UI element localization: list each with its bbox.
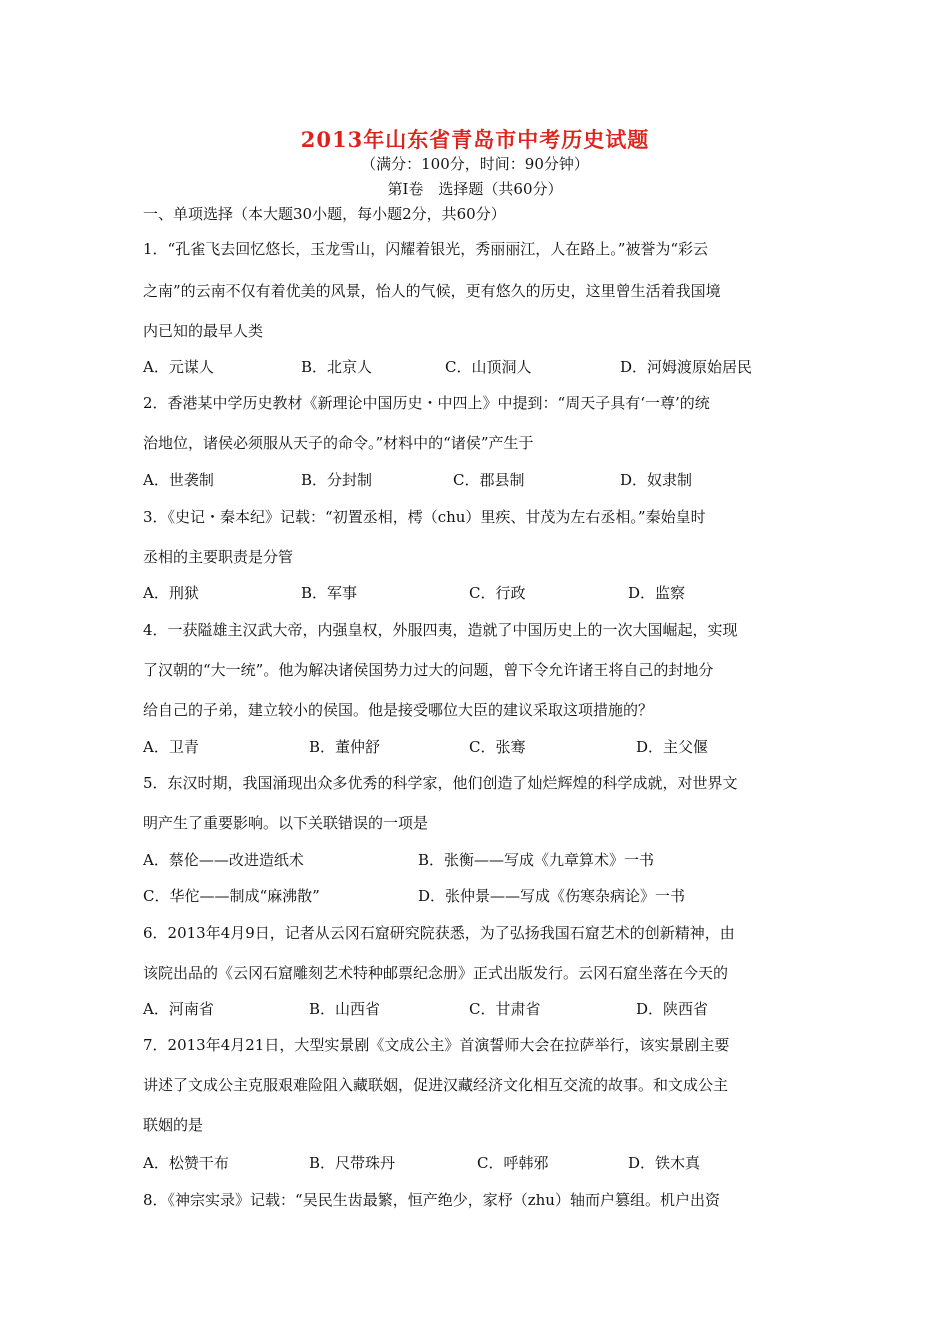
- question-3-option-d: D．监察: [628, 584, 686, 602]
- question-3-line-2: 丞相的主要职责是分管: [143, 548, 294, 566]
- score-note: （满分：100分，时间：90分钟）: [361, 155, 589, 173]
- volume-heading: 第Ⅰ卷 选择题（共60分）: [387, 180, 563, 198]
- question-3-line-1: 3．《史记・秦本纪》记载：“初置丞相，樗（chu）里疾、甘茂为左右丞相。”秦始皇时: [143, 508, 706, 526]
- question-4-line-2: 了汉朝的“大一统”。他为解决诸侯国势力过大的问题，曾下令允许诸王将自己的封地分: [143, 661, 714, 679]
- question-5-line-1: 5．东汉时期，我国涌现出众多优秀的科学家，他们创造了灿烂辉煌的科学成就，对世界文: [143, 774, 738, 792]
- question-6-option-b: B．山西省: [309, 1000, 381, 1018]
- question-3-option-a: A．刑狱: [143, 584, 199, 602]
- question-7-line-2: 讲述了文成公主克服艰难险阻入藏联姻，促进汉藏经济文化相互交流的故事。和文成公主: [143, 1076, 729, 1094]
- question-1-option-b: B．北京人: [301, 358, 373, 376]
- question-2-option-d: D．奴隶制: [620, 471, 693, 489]
- question-7-option-b: B．尺带珠丹: [309, 1154, 396, 1172]
- question-2-line-1: 2．香港某中学历史教材《新理论中国历史・中四上》中提到：“周天子具有‘一尊’的统: [143, 394, 710, 412]
- question-4-option-b: B．董仲舒: [309, 738, 381, 756]
- question-6-line-2: 该院出品的《云冈石窟雕刻艺术特种邮票纪念册》正式出版发行。云冈石窟坐落在今天的: [143, 964, 729, 982]
- question-4-line-1: 4．一获隘雄主汉武大帝，内强皇权，外服四夷，造就了中国历史上的一次大国崛起，实现: [143, 621, 738, 639]
- question-7-option-a: A．松赞干布: [143, 1154, 229, 1172]
- question-1-option-a: A．元谋人: [143, 358, 214, 376]
- question-1-line-2: 之南”的云南不仅有着优美的风景，怡人的气候，更有悠久的历史，这里曾生活着我国境: [143, 282, 721, 300]
- question-2-line-2: 治地位，诸侯必须服从天子的命令。”材料中的“诸侯”产生于: [143, 434, 534, 452]
- question-4-line-3: 给自己的子弟，建立较小的侯国。他是接受哪位大臣的建议采取这项措施的？: [143, 701, 654, 719]
- question-7-line-1: 7．2013年4月21日，大型实景剧《文成公主》首演誓师大会在拉萨举行，该实景剧主要: [143, 1036, 730, 1054]
- question-6-option-d: D．陕西省: [636, 1000, 709, 1018]
- question-6-option-a: A．河南省: [143, 1000, 214, 1018]
- question-2-option-c: C．郡县制: [453, 471, 525, 489]
- question-6-line-1: 6．2013年4月9日，记者从云冈石窟研究院获悉，为了弘扬我国石窟艺术的创新精神，由: [143, 924, 735, 942]
- question-1-line-3: 内已知的最早人类: [143, 322, 264, 340]
- question-3-option-b: B．军事: [301, 584, 358, 602]
- question-1-line-1: 1．“孔雀飞去回忆悠长，玉龙雪山，闪耀着银光，秀丽丽江，人在路上。”被誉为“彩云: [143, 240, 709, 258]
- question-5-option-a: A．蔡伦——改进造纸术: [143, 851, 304, 869]
- question-6-option-c: C．甘肃省: [469, 1000, 541, 1018]
- question-4-option-c: C．张骞: [469, 738, 526, 756]
- question-8-line-1: 8．《神宗实录》记载：“吴民生齿最繁，恒产绝少，家杼（zhu）轴而户篡组。机户出资: [143, 1191, 720, 1209]
- question-4-option-d: D．主父偃: [636, 738, 709, 756]
- question-4-option-a: A．卫青: [143, 738, 199, 756]
- question-1-option-c: C．山顶洞人: [445, 358, 532, 376]
- question-5-option-c: C．华佗——制成“麻沸散”: [143, 887, 320, 905]
- question-5-line-2: 明产生了重要影响。以下关联错误的一项是: [143, 814, 429, 832]
- question-7-line-3: 联姻的是: [143, 1116, 204, 1134]
- question-1-option-d: D．河姆渡原始居民: [620, 358, 753, 376]
- question-5-option-b: B．张衡——写成《九章算术》一书: [418, 851, 655, 869]
- question-2-option-b: B．分封制: [301, 471, 373, 489]
- question-5-option-d: D．张仲景——写成《伤寒杂病论》一书: [418, 887, 686, 905]
- question-7-option-c: C．呼韩邪: [477, 1154, 549, 1172]
- question-2-option-a: A．世袭制: [143, 471, 214, 489]
- question-7-option-d: D．铁木真: [628, 1154, 701, 1172]
- page-title: 2013年山东省青岛市中考历史试题: [300, 127, 650, 152]
- section-heading: 一、单项选择（本大题30小题，每小题2分，共60分）: [143, 205, 506, 223]
- question-3-option-c: C．行政: [469, 584, 526, 602]
